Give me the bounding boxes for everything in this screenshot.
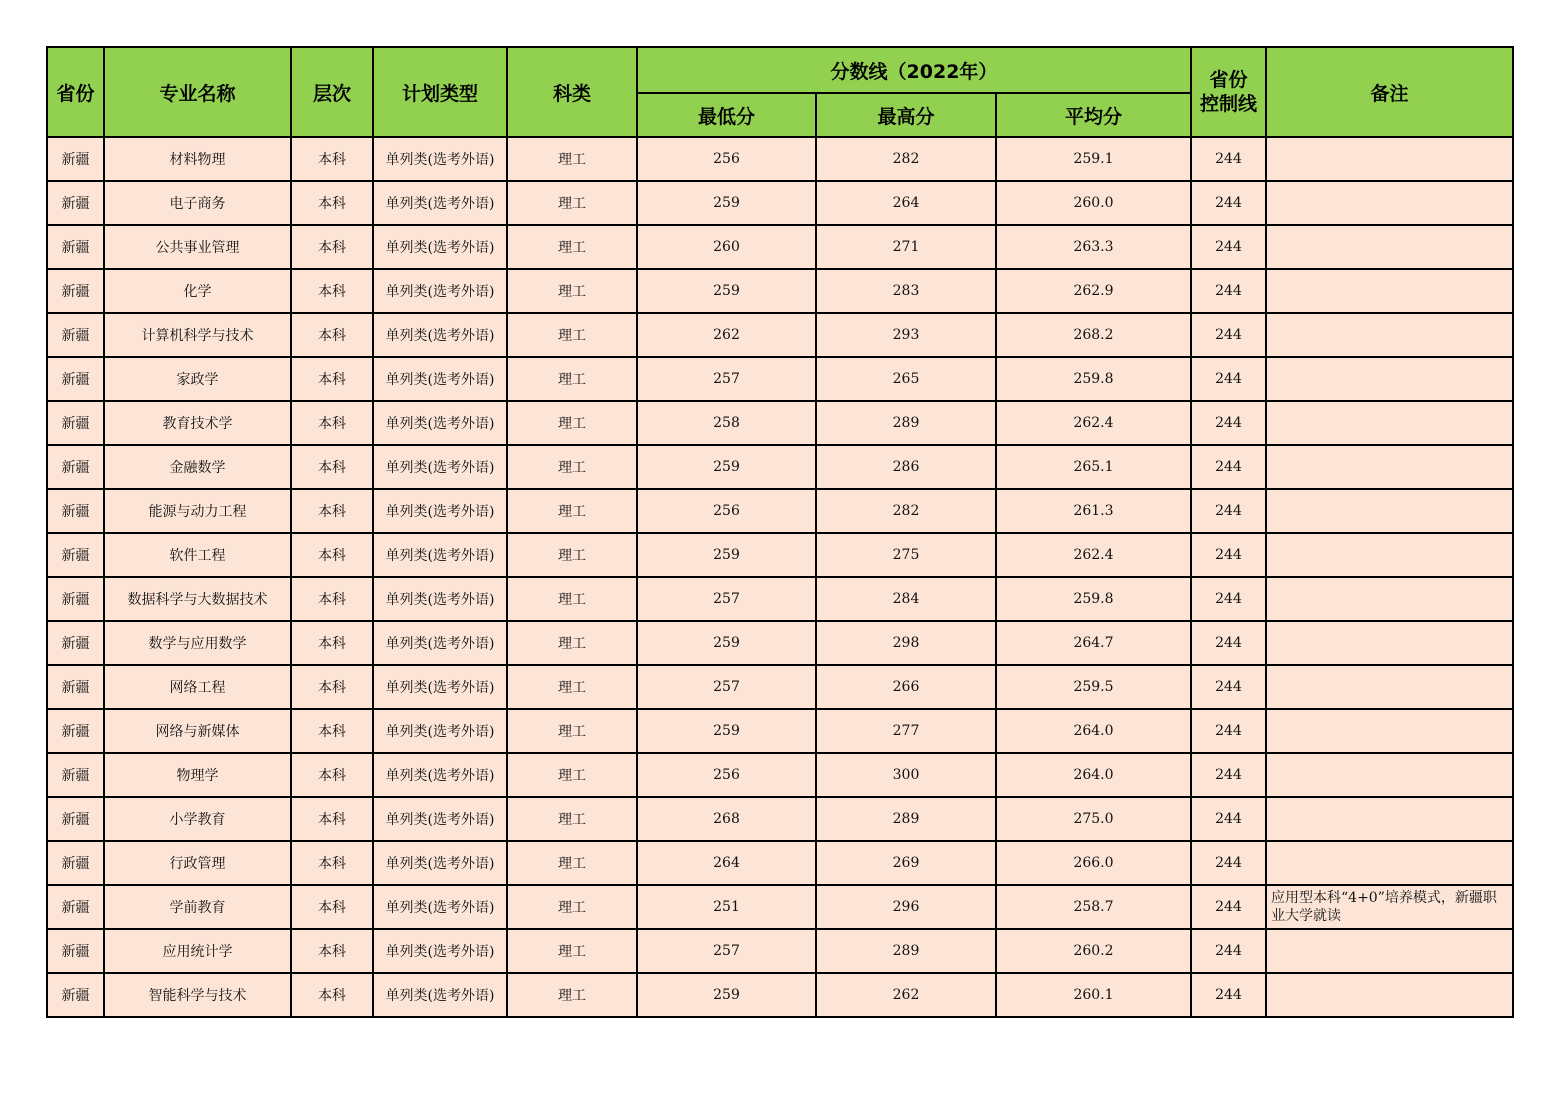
cell-avg-score: 260.0 [996,181,1191,225]
cell-control-line: 244 [1191,621,1266,665]
cell-plan-type: 单列类(选考外语) [373,621,507,665]
cell-control-line: 244 [1191,973,1266,1017]
cell-remark [1266,445,1513,489]
cell-avg-score: 275.0 [996,797,1191,841]
table-row [47,577,1513,621]
table-row [47,533,1513,577]
cell-plan-type: 单列类(选考外语) [373,841,507,885]
cell-max-score: 284 [816,577,996,621]
cell-major: 物理学 [104,753,291,797]
cell-subject-type: 理工 [507,225,637,269]
header-avg-score: 平均分 [996,93,1191,137]
cell-max-score: 293 [816,313,996,357]
cell-plan-type: 单列类(选考外语) [373,973,507,1017]
header-max-score: 最高分 [816,93,996,137]
cell-max-score: 298 [816,621,996,665]
cell-remark [1266,401,1513,445]
table-row [47,973,1513,1017]
cell-min-score: 259 [637,973,816,1017]
cell-major: 网络与新媒体 [104,709,291,753]
cell-major: 网络工程 [104,665,291,709]
cell-control-line: 244 [1191,445,1266,489]
cell-control-line: 244 [1191,313,1266,357]
cell-subject-type: 理工 [507,269,637,313]
cell-province: 新疆 [47,841,104,885]
cell-subject-type: 理工 [507,929,637,973]
cell-subject-type: 理工 [507,841,637,885]
cell-major: 家政学 [104,357,291,401]
cell-control-line: 244 [1191,753,1266,797]
cell-subject-type: 理工 [507,401,637,445]
cell-control-line: 244 [1191,929,1266,973]
cell-level: 本科 [291,885,373,929]
header-control-line [1191,47,1266,137]
cell-avg-score: 262.4 [996,533,1191,577]
cell-avg-score: 264.0 [996,753,1191,797]
cell-avg-score: 262.9 [996,269,1191,313]
cell-avg-score: 266.0 [996,841,1191,885]
cell-plan-type: 单列类(选考外语) [373,181,507,225]
cell-avg-score: 258.7 [996,885,1191,929]
header-min-score: 最低分 [637,93,816,137]
cell-control-line: 244 [1191,489,1266,533]
cell-control-line: 244 [1191,357,1266,401]
cell-subject-type: 理工 [507,181,637,225]
cell-major: 智能科学与技术 [104,973,291,1017]
cell-min-score: 256 [637,753,816,797]
cell-min-score: 251 [637,885,816,929]
cell-province: 新疆 [47,709,104,753]
cell-min-score: 259 [637,709,816,753]
cell-subject-type: 理工 [507,137,637,181]
header-subject-type: 科类 [507,47,637,137]
cell-max-score: 286 [816,445,996,489]
table-row [47,181,1513,225]
cell-min-score: 264 [637,841,816,885]
cell-avg-score: 260.1 [996,973,1191,1017]
cell-avg-score: 259.1 [996,137,1191,181]
cell-province: 新疆 [47,753,104,797]
cell-max-score: 289 [816,929,996,973]
cell-province: 新疆 [47,225,104,269]
cell-min-score: 259 [637,621,816,665]
cell-control-line: 244 [1191,225,1266,269]
cell-major: 化学 [104,269,291,313]
cell-remark [1266,929,1513,973]
cell-level: 本科 [291,225,373,269]
cell-subject-type: 理工 [507,313,637,357]
cell-major: 教育技术学 [104,401,291,445]
cell-remark [1266,489,1513,533]
table-row [47,357,1513,401]
cell-major: 金融数学 [104,445,291,489]
cell-avg-score: 259.8 [996,577,1191,621]
cell-remark [1266,753,1513,797]
cell-level: 本科 [291,709,373,753]
cell-control-line: 244 [1191,841,1266,885]
cell-subject-type: 理工 [507,709,637,753]
cell-major: 行政管理 [104,841,291,885]
cell-province: 新疆 [47,973,104,1017]
cell-max-score: 300 [816,753,996,797]
cell-major: 应用统计学 [104,929,291,973]
cell-min-score: 257 [637,577,816,621]
cell-control-line: 244 [1191,885,1266,929]
cell-province: 新疆 [47,445,104,489]
header-score-line: 分数线（2022年） [637,47,1191,93]
table-row [47,621,1513,665]
table-body [47,137,1513,1017]
cell-plan-type: 单列类(选考外语) [373,797,507,841]
cell-control-line: 244 [1191,709,1266,753]
cell-max-score: 282 [816,137,996,181]
cell-level: 本科 [291,313,373,357]
cell-level: 本科 [291,665,373,709]
cell-max-score: 289 [816,797,996,841]
cell-avg-score: 259.8 [996,357,1191,401]
cell-plan-type: 单列类(选考外语) [373,885,507,929]
cell-level: 本科 [291,621,373,665]
cell-control-line: 244 [1191,577,1266,621]
cell-max-score: 275 [816,533,996,577]
table-row [47,401,1513,445]
cell-plan-type: 单列类(选考外语) [373,577,507,621]
cell-remark: 应用型本科“4+0”培养模式，新疆职业大学就读 [1266,885,1513,929]
cell-subject-type: 理工 [507,489,637,533]
cell-province: 新疆 [47,929,104,973]
cell-plan-type: 单列类(选考外语) [373,401,507,445]
cell-avg-score: 260.2 [996,929,1191,973]
header-major: 专业名称 [104,47,291,137]
cell-remark [1266,225,1513,269]
cell-province: 新疆 [47,885,104,929]
cell-control-line: 244 [1191,665,1266,709]
cell-province: 新疆 [47,313,104,357]
cell-min-score: 260 [637,225,816,269]
cell-province: 新疆 [47,797,104,841]
cell-province: 新疆 [47,357,104,401]
cell-plan-type: 单列类(选考外语) [373,137,507,181]
cell-avg-score: 262.4 [996,401,1191,445]
cell-province: 新疆 [47,533,104,577]
cell-min-score: 259 [637,181,816,225]
table-header [47,47,1513,137]
cell-max-score: 266 [816,665,996,709]
cell-plan-type: 单列类(选考外语) [373,929,507,973]
cell-subject-type: 理工 [507,973,637,1017]
cell-plan-type: 单列类(选考外语) [373,313,507,357]
cell-max-score: 289 [816,401,996,445]
cell-subject-type: 理工 [507,357,637,401]
cell-level: 本科 [291,753,373,797]
cell-subject-type: 理工 [507,533,637,577]
cell-remark [1266,797,1513,841]
cell-remark [1266,577,1513,621]
cell-subject-type: 理工 [507,577,637,621]
cell-plan-type: 单列类(选考外语) [373,665,507,709]
cell-plan-type: 单列类(选考外语) [373,753,507,797]
cell-max-score: 269 [816,841,996,885]
cell-remark [1266,313,1513,357]
cell-avg-score: 265.1 [996,445,1191,489]
header-province: 省份 [47,47,104,137]
cell-min-score: 262 [637,313,816,357]
cell-min-score: 268 [637,797,816,841]
header-control-line-bottom: 控制线 [1199,93,1257,115]
cell-min-score: 257 [637,357,816,401]
cell-major: 软件工程 [104,533,291,577]
cell-remark [1266,533,1513,577]
cell-avg-score: 259.5 [996,665,1191,709]
cell-level: 本科 [291,401,373,445]
table-row [47,665,1513,709]
table-row [47,137,1513,181]
cell-level: 本科 [291,489,373,533]
cell-level: 本科 [291,577,373,621]
cell-control-line: 244 [1191,401,1266,445]
cell-plan-type: 单列类(选考外语) [373,533,507,577]
cell-min-score: 259 [637,533,816,577]
table-row [47,753,1513,797]
cell-major: 小学教育 [104,797,291,841]
cell-control-line: 244 [1191,137,1266,181]
cell-subject-type: 理工 [507,797,637,841]
header-level: 层次 [291,47,373,137]
cell-remark [1266,181,1513,225]
cell-remark [1266,621,1513,665]
cell-province: 新疆 [47,489,104,533]
cell-subject-type: 理工 [507,665,637,709]
table-row [47,489,1513,533]
table-row [47,797,1513,841]
cell-min-score: 257 [637,929,816,973]
cell-min-score: 257 [637,665,816,709]
table-row [47,313,1513,357]
cell-avg-score: 264.7 [996,621,1191,665]
cell-province: 新疆 [47,137,104,181]
cell-remark [1266,269,1513,313]
header-remarks: 备注 [1266,47,1513,137]
cell-max-score: 283 [816,269,996,313]
cell-control-line: 244 [1191,181,1266,225]
cell-remark [1266,973,1513,1017]
cell-max-score: 265 [816,357,996,401]
cell-level: 本科 [291,533,373,577]
cell-level: 本科 [291,445,373,489]
cell-max-score: 262 [816,973,996,1017]
cell-max-score: 277 [816,709,996,753]
cell-min-score: 256 [637,489,816,533]
cell-province: 新疆 [47,269,104,313]
cell-major: 公共事业管理 [104,225,291,269]
cell-plan-type: 单列类(选考外语) [373,357,507,401]
cell-control-line: 244 [1191,797,1266,841]
cell-min-score: 259 [637,445,816,489]
cell-remark [1266,841,1513,885]
table-row [47,709,1513,753]
cell-avg-score: 261.3 [996,489,1191,533]
cell-major: 数据科学与大数据技术 [104,577,291,621]
cell-level: 本科 [291,797,373,841]
cell-major: 材料物理 [104,137,291,181]
cell-plan-type: 单列类(选考外语) [373,225,507,269]
cell-province: 新疆 [47,577,104,621]
cell-max-score: 296 [816,885,996,929]
cell-major: 数学与应用数学 [104,621,291,665]
cell-min-score: 256 [637,137,816,181]
cell-avg-score: 268.2 [996,313,1191,357]
cell-control-line: 244 [1191,269,1266,313]
cell-level: 本科 [291,137,373,181]
cell-subject-type: 理工 [507,885,637,929]
cell-remark [1266,357,1513,401]
cell-major: 电子商务 [104,181,291,225]
cell-plan-type: 单列类(选考外语) [373,269,507,313]
table-row [47,445,1513,489]
cell-subject-type: 理工 [507,621,637,665]
cell-major: 计算机科学与技术 [104,313,291,357]
cell-min-score: 258 [637,401,816,445]
header-plan-type: 计划类型 [373,47,507,137]
header-control-line-top: 省份 [1209,69,1248,91]
cell-plan-type: 单列类(选考外语) [373,445,507,489]
cell-subject-type: 理工 [507,445,637,489]
cell-min-score: 259 [637,269,816,313]
cell-plan-type: 单列类(选考外语) [373,709,507,753]
cell-subject-type: 理工 [507,753,637,797]
cell-level: 本科 [291,181,373,225]
cell-level: 本科 [291,269,373,313]
cell-province: 新疆 [47,665,104,709]
admission-score-table [46,46,1514,1018]
cell-avg-score: 264.0 [996,709,1191,753]
table-row [47,929,1513,973]
table-row [47,269,1513,313]
cell-remark [1266,665,1513,709]
cell-province: 新疆 [47,181,104,225]
table-row [47,841,1513,885]
table-row [47,885,1513,929]
cell-plan-type: 单列类(选考外语) [373,489,507,533]
cell-level: 本科 [291,973,373,1017]
cell-max-score: 264 [816,181,996,225]
cell-level: 本科 [291,929,373,973]
cell-remark [1266,137,1513,181]
cell-control-line: 244 [1191,533,1266,577]
cell-level: 本科 [291,841,373,885]
cell-max-score: 271 [816,225,996,269]
table-row [47,225,1513,269]
cell-major: 能源与动力工程 [104,489,291,533]
cell-remark [1266,709,1513,753]
cell-level: 本科 [291,357,373,401]
cell-avg-score: 263.3 [996,225,1191,269]
cell-max-score: 282 [816,489,996,533]
cell-province: 新疆 [47,401,104,445]
cell-major: 学前教育 [104,885,291,929]
cell-province: 新疆 [47,621,104,665]
